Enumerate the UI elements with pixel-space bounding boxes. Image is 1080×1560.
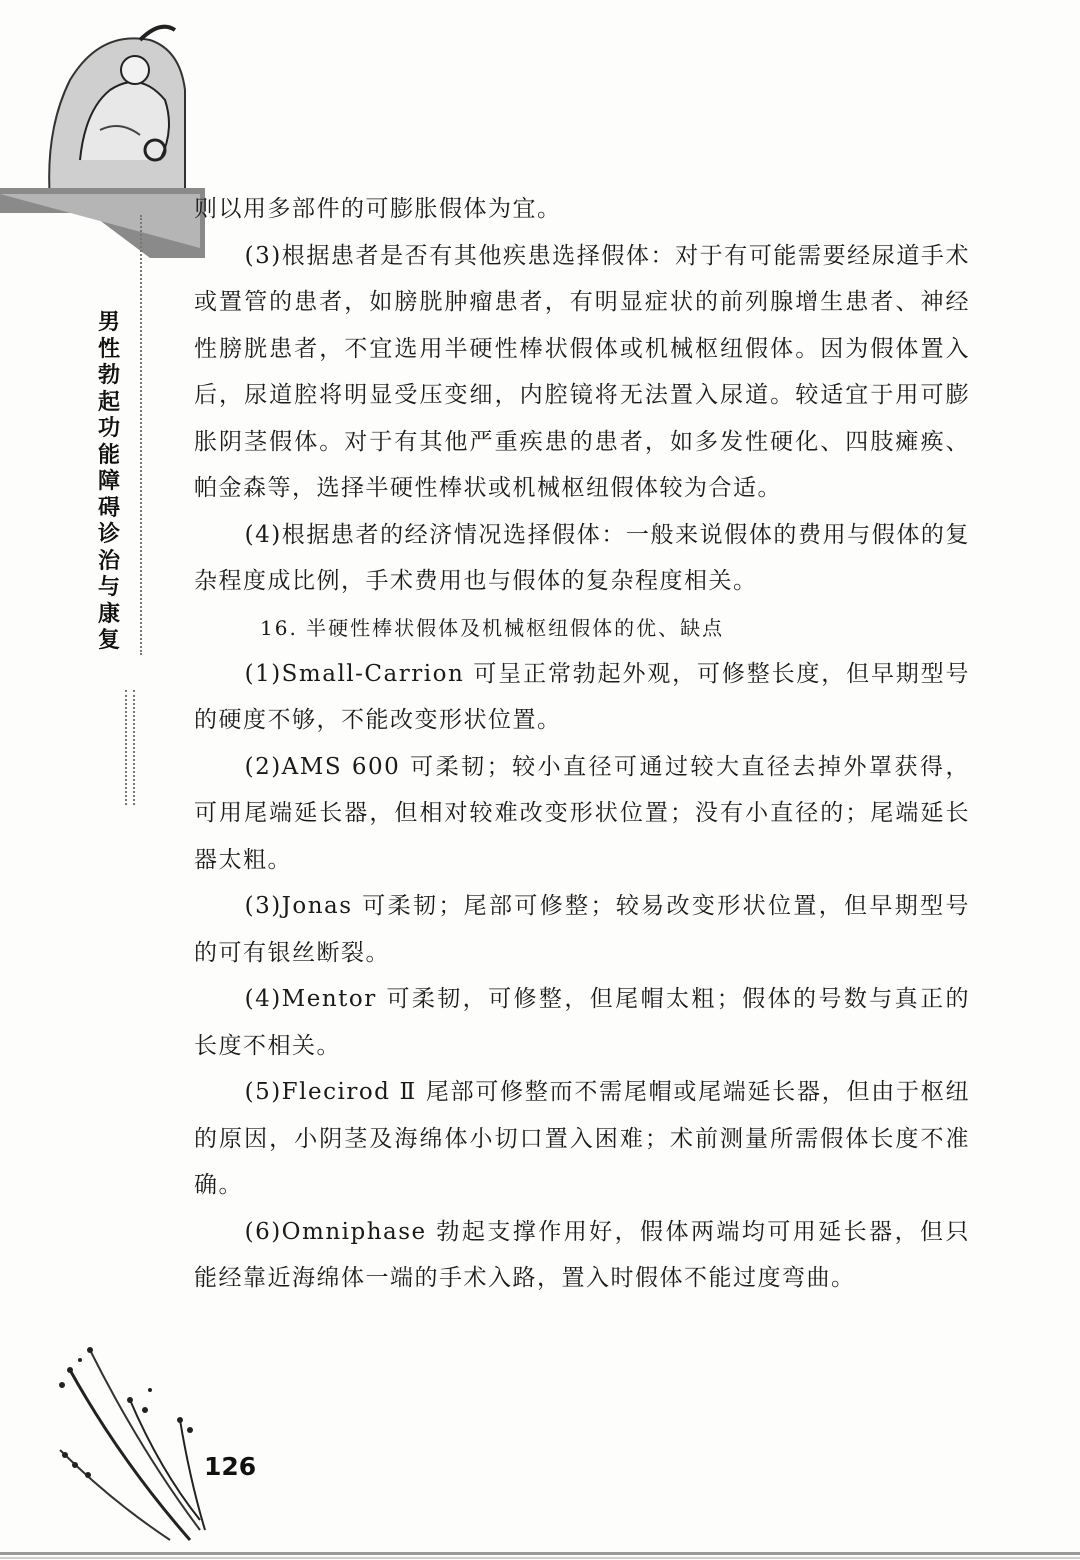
header-decoration-strip bbox=[0, 188, 205, 258]
side-title-char: 性 bbox=[97, 336, 120, 362]
paragraph: (2)AMS 600 可柔韧；较小直径可通过较大直径去掉外罩获得，可用尾端延长器，但相对较难改变形状位置；没有小直径的；尾端延长器太粗。 bbox=[194, 753, 970, 873]
side-title-char: 诊 bbox=[97, 522, 120, 547]
body-text bbox=[194, 186, 970, 1302]
side-title-char: 与 bbox=[97, 575, 120, 600]
paragraph: 则以用多部件的可膨胀假体为宜。 bbox=[194, 196, 562, 222]
side-title-char: 男 bbox=[97, 310, 120, 335]
paragraph: (3)Jonas 可柔韧；尾部可修整；较易改变形状位置，但早期型号的可有银丝断裂。 bbox=[194, 893, 970, 966]
side-title-char: 康 bbox=[97, 601, 120, 627]
paragraph: (4)根据患者的经济情况选择假体：一般来说假体的费用与假体的复杂程度成比例，手术费用也与假体的复杂程度相关。 bbox=[194, 521, 970, 594]
paragraph: (3)根据患者是否有其他疾患选择假体：对于有可能需要经尿道手术或置管的患者，如膀胱肿瘤患者，有明显症状的前列腺增生患者、神经性膀胱患者，不宜选用半硬性棒状假体或机械枢纽假体。因为假体置入后，尿道腔将明显受压变细，内腔镜将无法置入尿道。较适宜于用可膨胀阴茎假体。对于有其他严重疾患的患者，如多发性硬化、四肢瘫痪、帕金森等，选择半硬性棒状或机械枢纽假体较为合适。 bbox=[194, 242, 970, 501]
side-title-char: 碍 bbox=[97, 495, 120, 521]
side-title-char: 障 bbox=[97, 469, 120, 494]
margin-dotted-line bbox=[140, 215, 142, 655]
side-title-char: 功 bbox=[97, 416, 120, 441]
paragraph: (4)Mentor 可柔韧，可修整，但尾帽太粗；假体的号数与真正的长度不相关。 bbox=[194, 986, 970, 1059]
side-title-char: 复 bbox=[97, 628, 120, 653]
paragraph: (5)Flecirod Ⅱ 尾部可修整而不需尾帽或尾端延长器，但由于枢纽的原因，小阴茎及海绵体小切口置入困难；术前测量所需假体长度不准确。 bbox=[194, 1079, 970, 1198]
margin-dotted-line bbox=[133, 690, 135, 805]
floral-decoration bbox=[50, 1330, 220, 1550]
paragraph: (6)Omniphase 勃起支撑作用好，假体两端均可用延长器，但只能经靠近海绵体一端的手术入路，置入时假体不能过度弯曲。 bbox=[194, 1218, 970, 1291]
side-title-char: 治 bbox=[97, 548, 120, 574]
side-title-char: 起 bbox=[97, 389, 120, 415]
side-book-title bbox=[94, 310, 124, 655]
bottom-border bbox=[0, 1557, 1080, 1559]
paragraph: (1)Small-Carrion 可呈正常勃起外观，可修整长度，但早期型号的硬度不够，不能改变形状位置。 bbox=[194, 660, 970, 733]
page-number: 126 bbox=[204, 1452, 257, 1481]
side-title-char: 勃 bbox=[97, 363, 120, 388]
bodybuilder-illustration bbox=[40, 10, 190, 210]
bottom-border bbox=[0, 1552, 1080, 1555]
side-title-char: 能 bbox=[97, 442, 120, 468]
margin-dotted-line bbox=[125, 690, 127, 805]
section-heading: 16. 半硬性棒状假体及机械枢纽假体的优、缺点 bbox=[260, 615, 725, 640]
